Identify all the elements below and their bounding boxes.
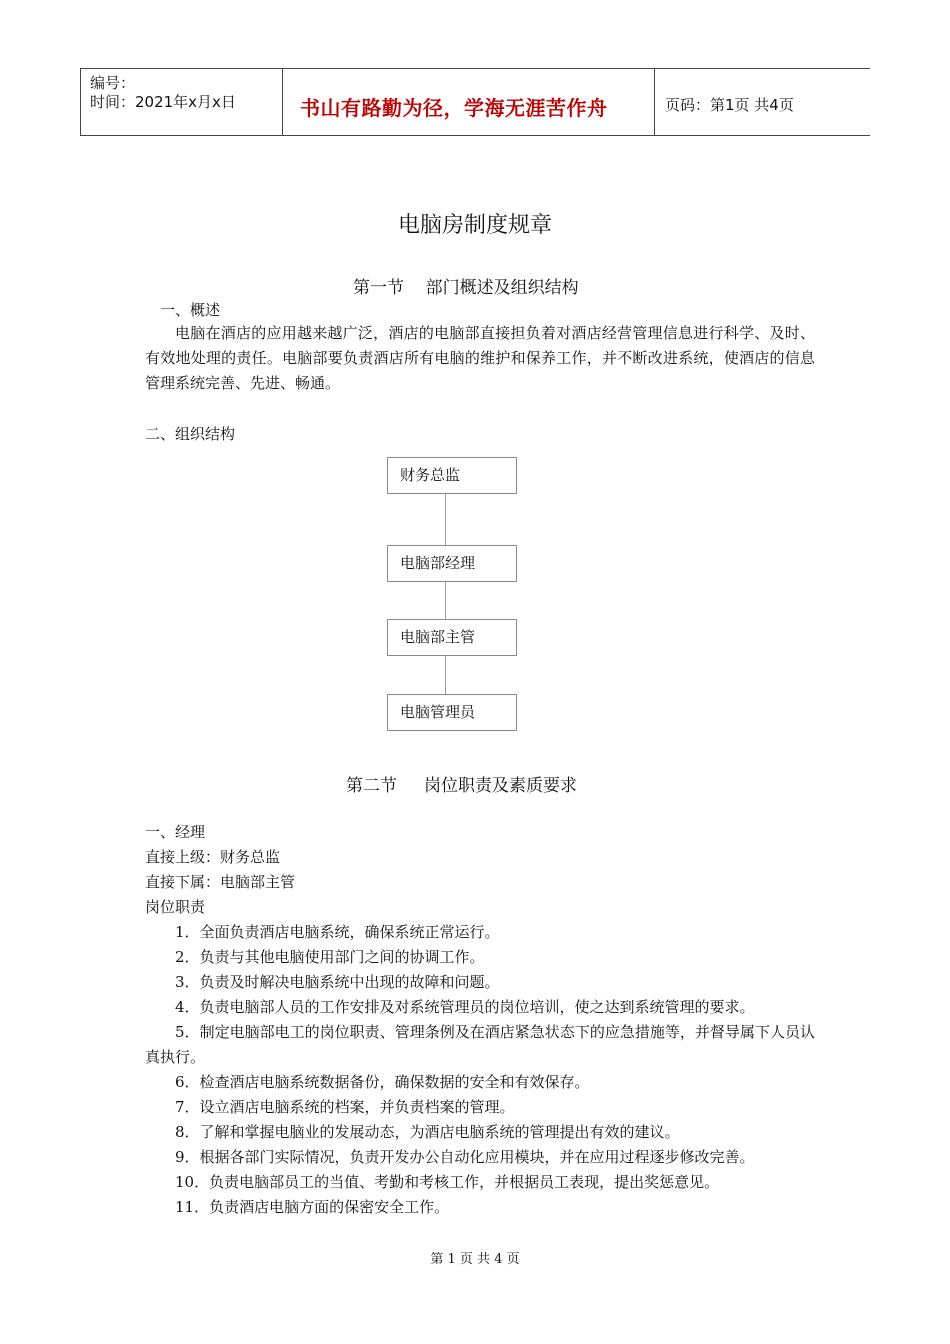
org-box-it-manager: 电脑部经理 <box>387 545 517 582</box>
duty-item: 5．制定电脑部电工的岗位职责、管理条例及在酒店紧急状态下的应急措施等，并督导属下人员认真执行。 <box>145 1023 815 1066</box>
duty-item: 6．检查酒店电脑系统数据备份，确保数据的安全和有效保存。 <box>175 1073 590 1091</box>
org-structure-heading: 二、组织结构 <box>145 425 236 443</box>
duty-item: 7．设立酒店电脑系统的档案，并负责档案的管理。 <box>175 1098 515 1116</box>
header-left-border <box>80 68 81 136</box>
overview-heading: 一、概述 <box>160 301 221 319</box>
header-page-label: 页码：第1页 共4页 <box>665 96 794 114</box>
overview-paragraph: 电脑在酒店的应用越来越广泛，酒店的电脑部直接担负着对酒店经营管理信息进行科学、及时、有效地处理的责任。电脑部要负责酒店所有电脑的维护和保养工作，并不断改进系统，使酒店的信息管理系统完善、先进、畅通。 <box>145 324 815 392</box>
duty-item: 1．全面负责酒店电脑系统，确保系统正常运行。 <box>175 923 500 941</box>
header-bottom-border <box>80 135 870 136</box>
duty-item: 11．负责酒店电脑方面的保密安全工作。 <box>175 1198 450 1216</box>
direct-subordinate: 直接下属：电脑部主管 <box>145 873 296 891</box>
org-connector-1 <box>445 494 446 545</box>
duty-item: 4．负责电脑部人员的工作安排及对系统管理员的岗位培训，使之达到系统管理的要求。 <box>175 998 755 1016</box>
header-divider-1 <box>282 68 283 136</box>
org-box-finance-director: 财务总监 <box>387 457 517 494</box>
duty-item: 10．负责电脑部员工的当值、考勤和考核工作，并根据员工表现，提出奖惩意见。 <box>175 1173 720 1191</box>
header-number-label: 编号： <box>90 74 136 92</box>
org-box-it-administrator: 电脑管理员 <box>387 694 517 731</box>
direct-superior: 直接上级：财务总监 <box>145 848 281 866</box>
section1-heading: 第一节 部门概述及组织结构 <box>353 278 579 298</box>
header-top-border <box>80 68 870 69</box>
manager-heading: 一、经理 <box>145 823 206 841</box>
duty-item: 2．负责与其他电脑使用部门之间的协调工作。 <box>175 948 485 966</box>
page-title: 电脑房制度规章 <box>397 213 552 238</box>
duty-item: 8．了解和掌握电脑业的发展动态，为酒店电脑系统的管理提出有效的建议。 <box>175 1123 680 1141</box>
org-box-it-supervisor: 电脑部主管 <box>387 619 517 656</box>
section2-heading: 第二节 岗位职责及素质要求 <box>346 776 578 796</box>
org-connector-3 <box>445 656 446 694</box>
org-connector-2 <box>445 581 446 619</box>
header-date-label: 时间：2021年x月x日 <box>90 93 236 111</box>
header-motto: 书山有路勤为径，学海无涯苦作舟 <box>300 96 608 120</box>
page-footer: 第 1 页 共 4 页 <box>430 1252 520 1267</box>
duty-item: 9．根据各部门实际情况，负责开发办公自动化应用模块，并在应用过程逐步修改完善。 <box>175 1148 755 1166</box>
header-divider-2 <box>654 68 655 136</box>
duty-item: 3．负责及时解决电脑系统中出现的故障和问题。 <box>175 973 500 991</box>
duties-heading: 岗位职责 <box>145 898 206 916</box>
